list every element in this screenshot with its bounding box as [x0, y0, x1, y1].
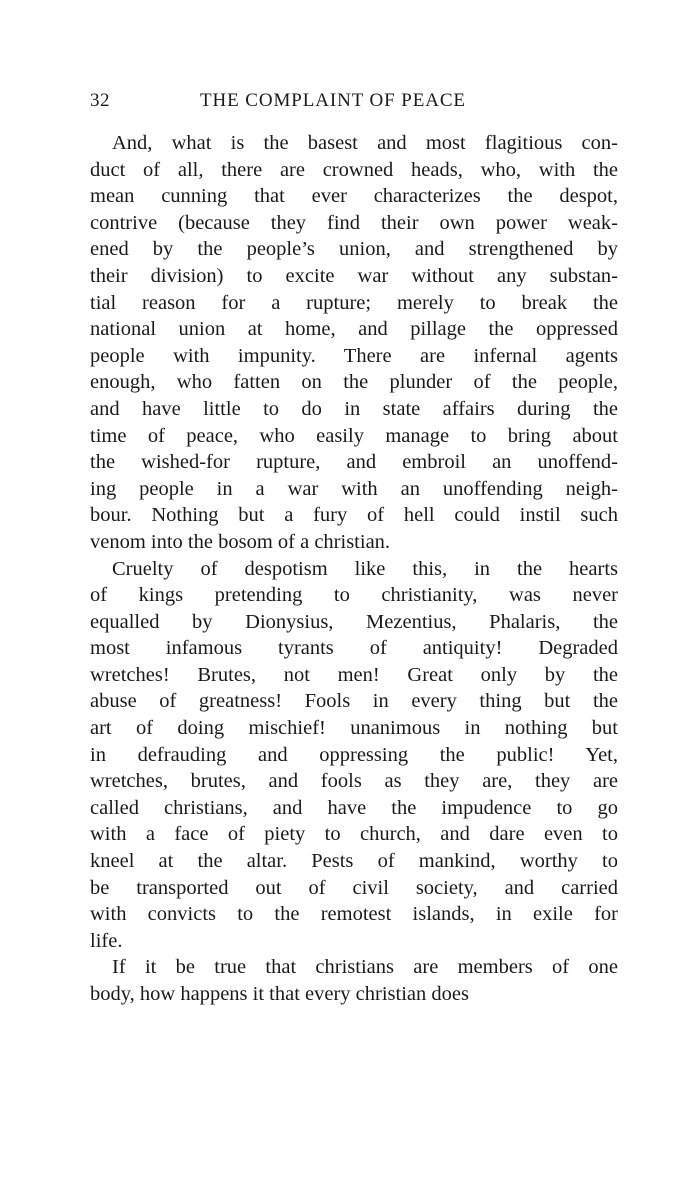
text-line: national union at home, and pillage the oppressed: [90, 318, 618, 341]
text-line: ened by the people’s union, and strengthened by: [90, 238, 618, 261]
text-line: And, what is the basest and most flagitious con-: [112, 132, 618, 154]
text-line: of kings pretending to christianity, was never: [90, 584, 618, 607]
text-line: wretches, brutes, and fools as they are, they are: [90, 770, 618, 793]
body-text: [90, 130, 618, 1008]
paragraph: [90, 954, 618, 1007]
running-title: THE COMPLAINT OF PEACE: [200, 90, 466, 111]
paragraph: [90, 556, 618, 955]
text-line: with convicts to the remotest islands, in exile for: [90, 903, 618, 926]
text-line: If it be true that christians are members of one: [112, 956, 618, 979]
text-line: contrive (because they find their own power weak-: [90, 211, 618, 234]
text-line: kneel at the altar. Pests of mankind, worthy to: [90, 850, 618, 873]
text-line: their division) to excite war without any substan-: [90, 264, 618, 287]
page-header: [90, 88, 618, 114]
text-line: bour. Nothing but a fury of hell could instil such: [90, 504, 618, 527]
text-line: venom into the bosom of a christian.: [90, 530, 391, 553]
page-number: 32: [90, 90, 110, 111]
text-line: enough, who fatten on the plunder of the people,: [90, 371, 618, 394]
text-line: most infamous tyrants of antiquity! Degraded: [90, 637, 618, 660]
text-line: people with impunity. There are infernal agents: [90, 344, 618, 367]
text-line: body, how happens it that every christian does: [90, 983, 469, 1005]
text-line: time of peace, who easily manage to bring about: [90, 424, 618, 447]
text-line: abuse of greatness! Fools in every thing but the: [90, 690, 618, 713]
text-line: wretches! Brutes, not men! Great only by the: [90, 663, 618, 686]
text-line: life.: [90, 929, 123, 952]
text-line: called christians, and have the impudence to go: [90, 796, 618, 819]
text-line: in defrauding and oppressing the public! Yet,: [90, 743, 618, 766]
text-line: the wished-for rupture, and embroil an unoffend-: [90, 451, 618, 474]
text-line: with a face of piety to church, and dare even to: [90, 823, 618, 846]
text-line: and have little to do in state affairs during the: [90, 397, 618, 420]
text-line: equalled by Dionysius, Mezentius, Phalaris, the: [90, 610, 618, 633]
text-line: mean cunning that ever characterizes the despot,: [90, 185, 618, 208]
text-line: Cruelty of despotism like this, in the hearts: [112, 557, 618, 580]
paragraph: [90, 130, 618, 556]
text-line: tial reason for a rupture; merely to break the: [90, 291, 618, 314]
text-line: be transported out of civil society, and carried: [90, 876, 618, 899]
text-line: duct of all, there are crowned heads, who, with the: [90, 158, 618, 181]
text-line: ing people in a war with an unoffending neigh-: [90, 477, 618, 500]
text-line: art of doing mischief! unanimous in nothing but: [90, 717, 618, 740]
